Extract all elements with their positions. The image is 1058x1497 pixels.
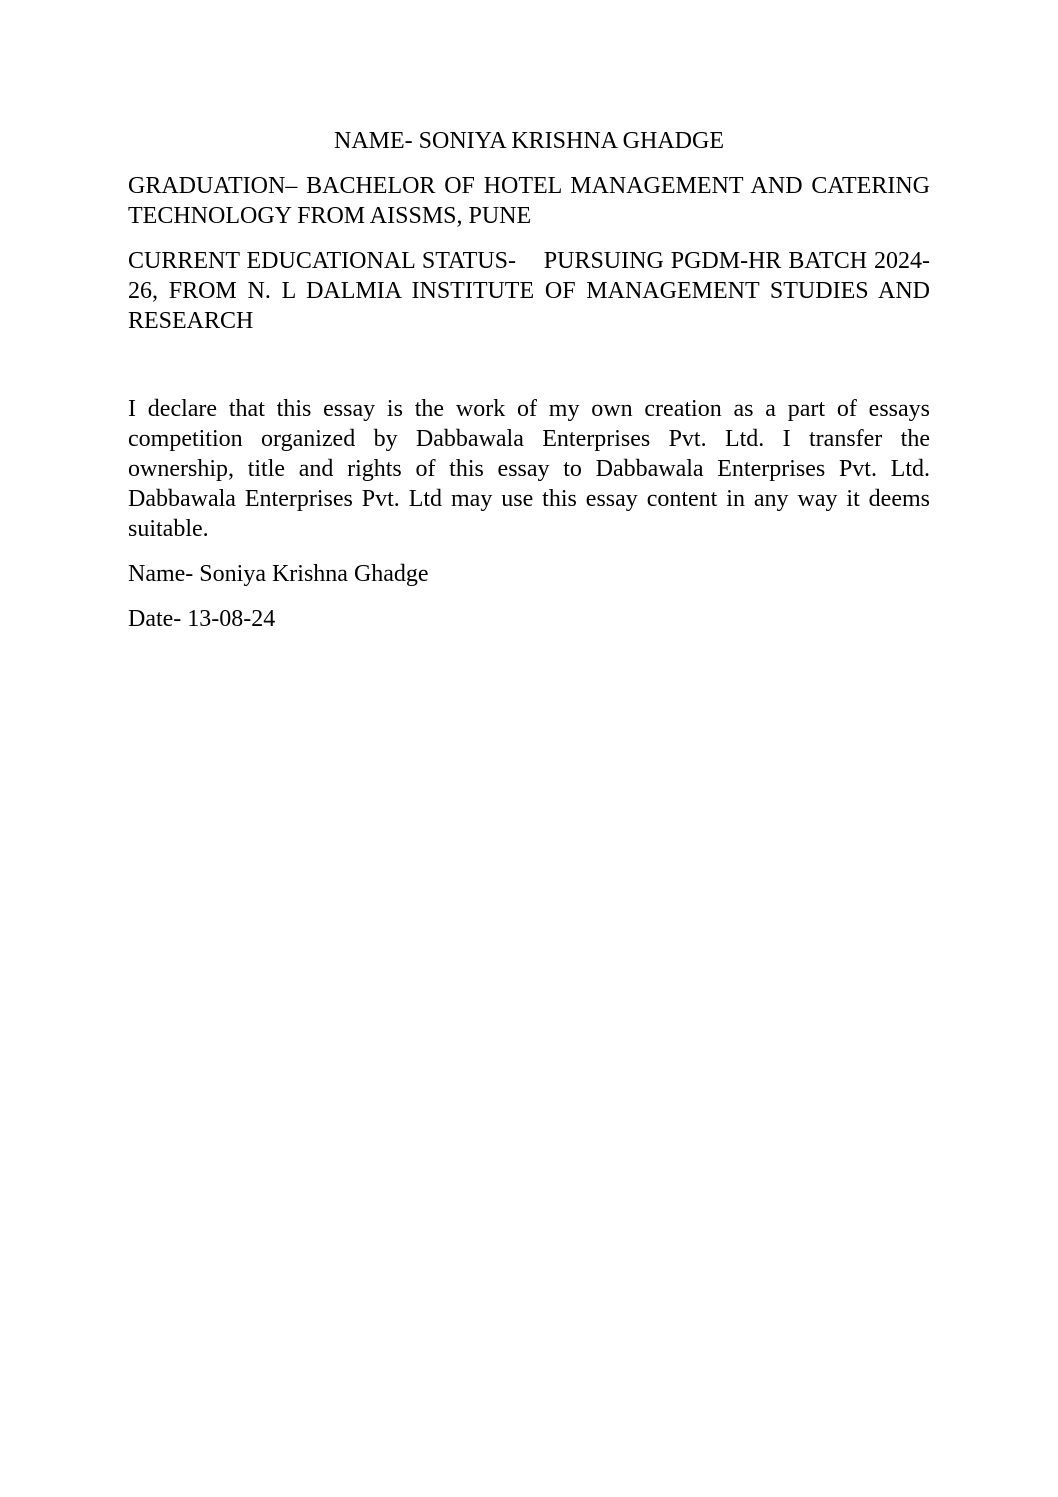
declaration-paragraph: I declare that this essay is the work of my own creation as a part of essays competition organized by Dabbawala Enterprises Pvt. Ltd. I transfer the ownership, title and rights of this essay to Dabbawala Enterprises Pvt. Ltd. Dabbawala Enterprises Pvt. Ltd may use this essay content in any way it deems suitable. xyxy=(128,396,930,542)
document-body xyxy=(128,126,930,649)
graduation-paragraph: GRADUATION– BACHELOR OF HOTEL MANAGEMENT AND CATERING TECHNOLOGY FROM AISSMS, PUNE xyxy=(128,173,930,229)
declaration-date: Date- 13-08-24 xyxy=(128,606,276,632)
signature-name: Name- Soniya Krishna Ghadge xyxy=(128,561,429,587)
name-heading: NAME- SONIYA KRISHNA GHADGE xyxy=(333,128,724,154)
current-status-paragraph: CURRENT EDUCATIONAL STATUS- PURSUING PGDM-HR BATCH 2024-26, FROM N. L DALMIA INSTITUTE OF MANAGEMENT STUDIES AND RESEARCH xyxy=(128,248,930,334)
